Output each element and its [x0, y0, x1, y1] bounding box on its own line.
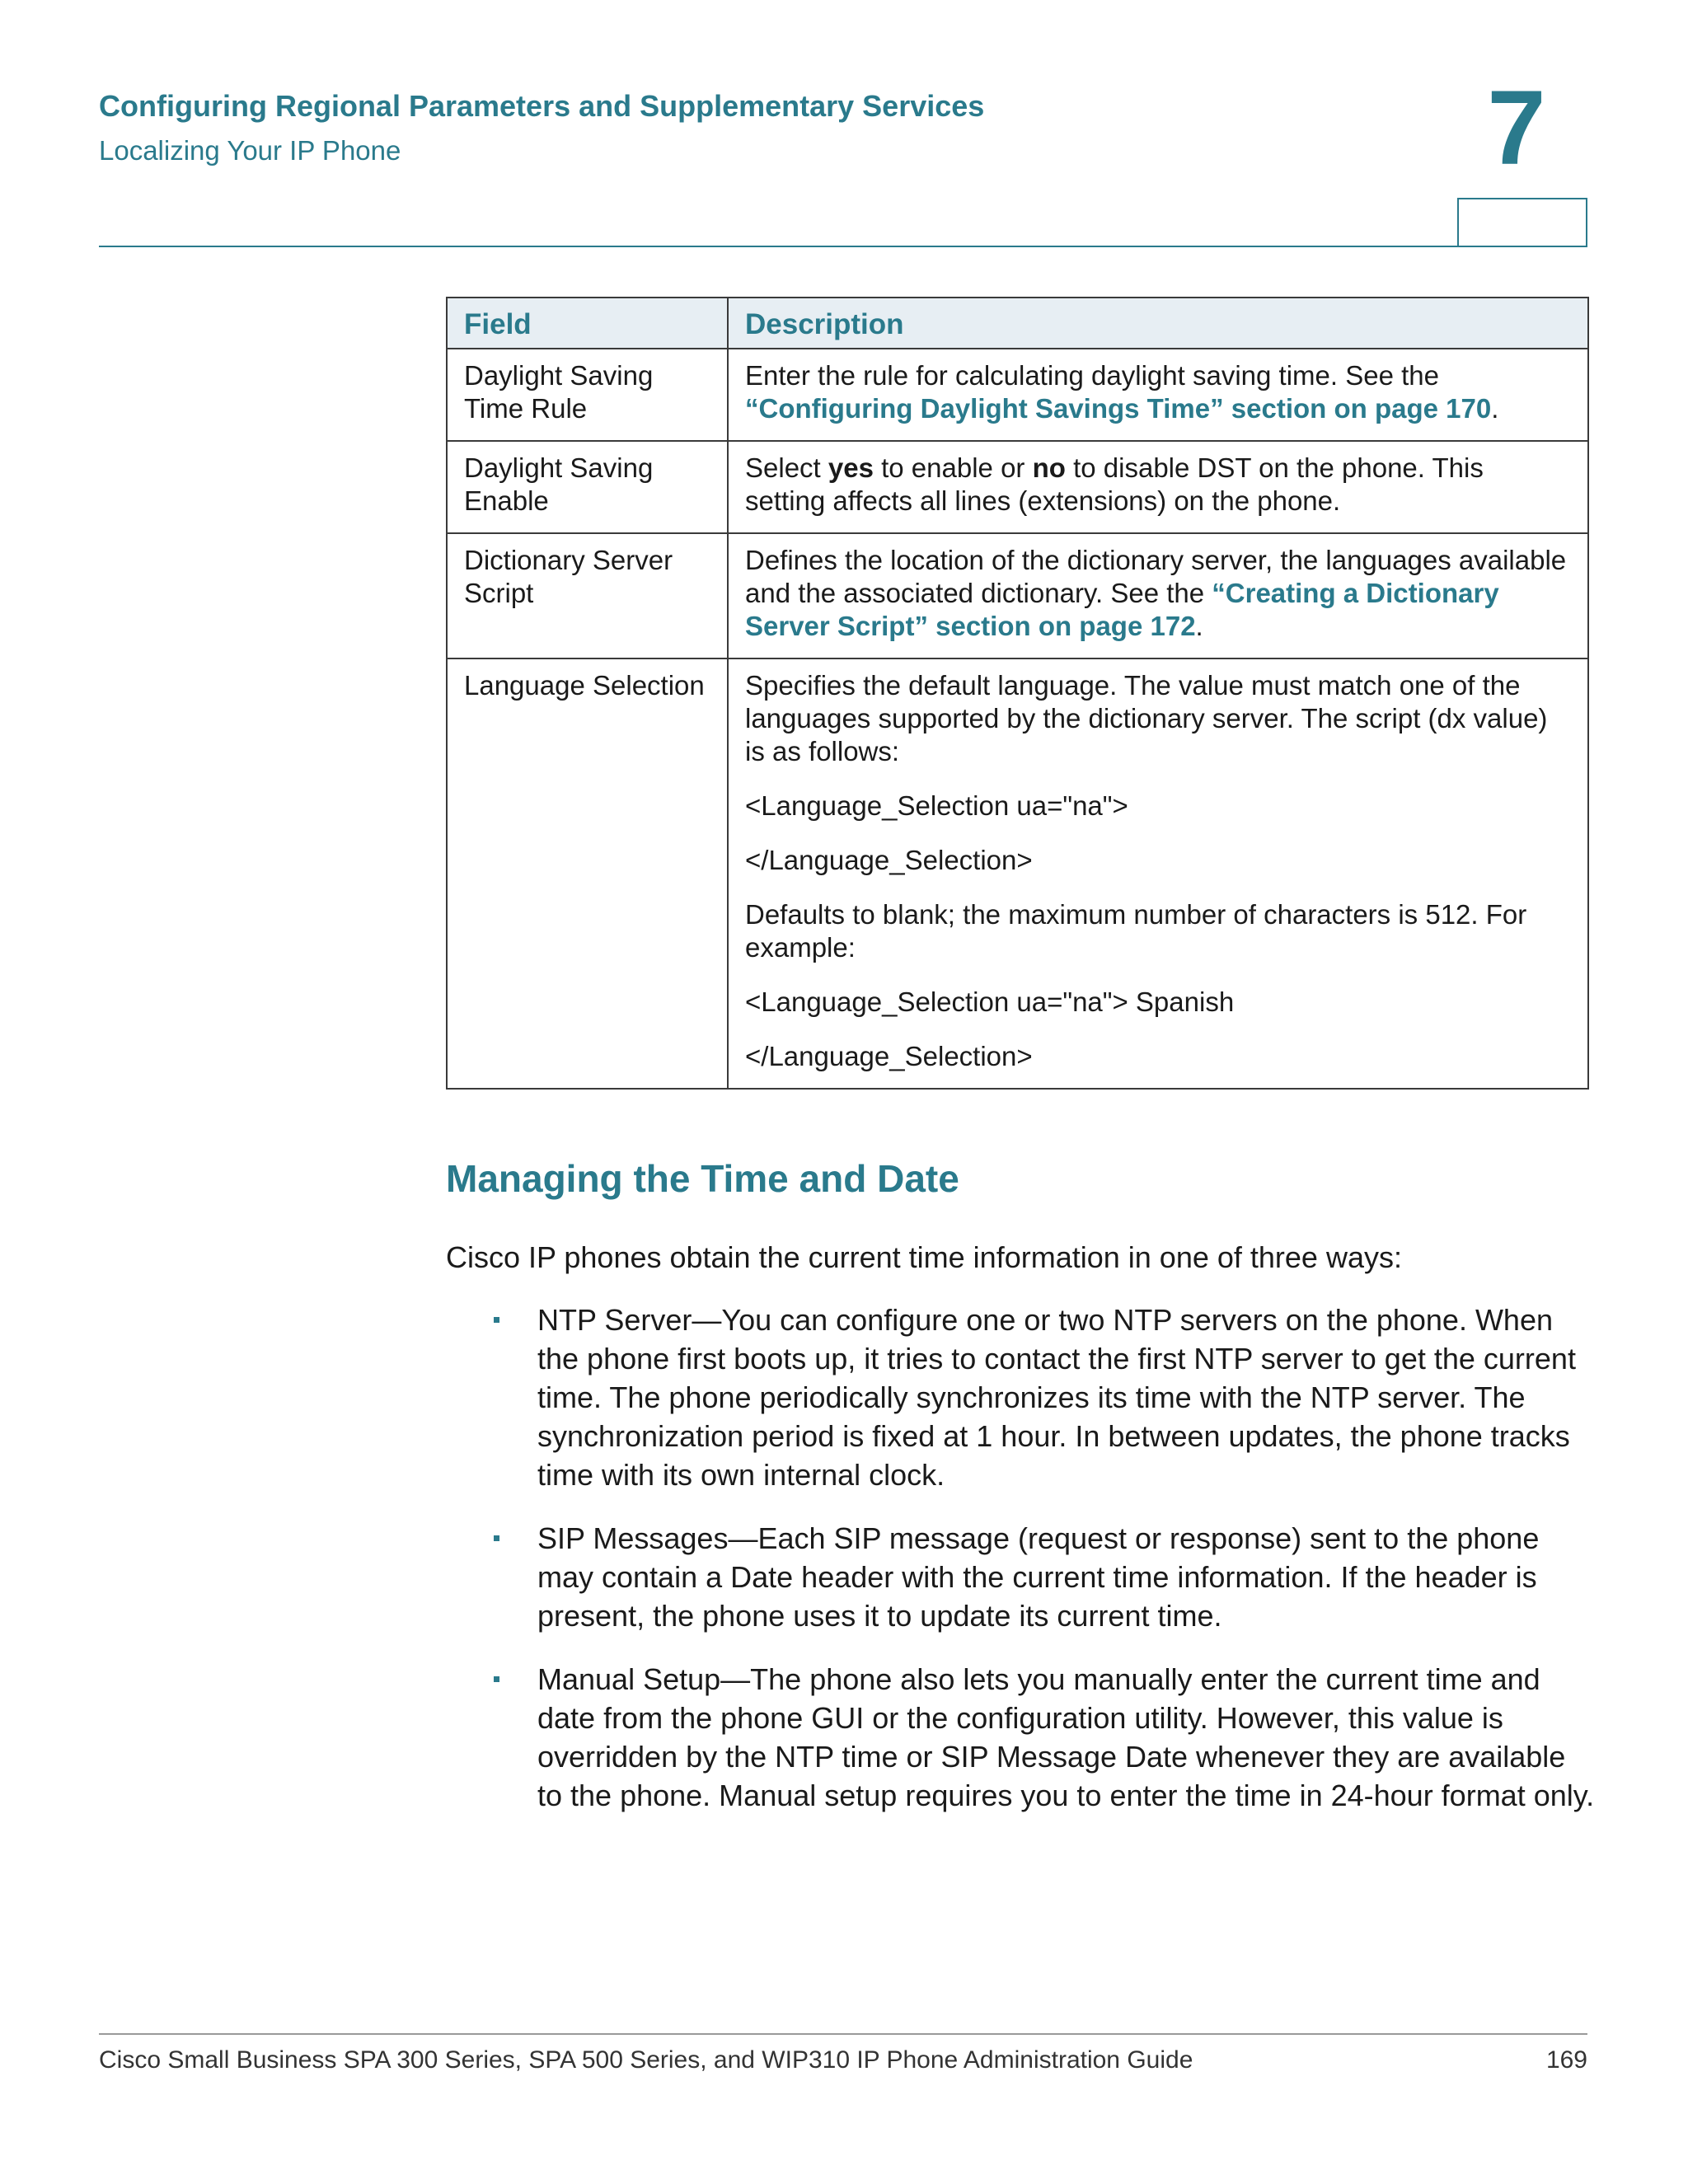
keyword-no: no — [1032, 452, 1066, 483]
list-item-text: Manual Setup—The phone also lets you manually enter the current time and date from the phone GUI or the configuration utility. However, this value is overridden by the NTP time or SIP Message Date whenever they are available to the phone. Manual setup requires you to enter the time in 24-hour format only. — [537, 1662, 1595, 1812]
bullet-icon — [494, 1535, 499, 1541]
page-number: 169 — [1545, 2046, 1587, 2074]
table-row — [447, 533, 1588, 658]
intro-paragraph: Cisco IP phones obtain the current time information in one of three ways: — [446, 1240, 1402, 1274]
column-header-field: Field — [447, 298, 728, 349]
field-name: Daylight Saving Time Rule — [447, 349, 728, 441]
description-text: Defines the location of the dictionary server, the languages available and the associated dictionary. See the — [745, 545, 1567, 608]
header-divider — [99, 246, 1587, 247]
description-text: Select — [745, 452, 828, 483]
parameters-table — [446, 297, 1589, 1090]
description-text: to disable DST on the phone. This setting affects all lines (extensions) on the phone. — [745, 452, 1484, 516]
field-description — [728, 533, 1588, 658]
code-line: <Language_Selection ua="na"> Spanish — [745, 987, 1235, 1017]
code-line: </Language_Selection> — [745, 1041, 1033, 1071]
chapter-title: Configuring Regional Parameters and Supplementary Services — [99, 89, 985, 123]
code-line: <Language_Selection ua="na"> — [745, 790, 1128, 821]
section-heading: Managing the Time and Date — [446, 1157, 959, 1200]
column-header-description: Description — [728, 298, 1588, 349]
field-description — [728, 349, 1588, 441]
cross-reference-link[interactable]: “Configuring Daylight Savings Time” section on page 170 — [745, 393, 1492, 424]
footer-divider — [99, 2033, 1587, 2035]
field-name: Language Selection — [447, 658, 728, 1089]
list-item-text: NTP Server—You can configure one or two NTP servers on the phone. When the phone first boots up, it tries to contact the first NTP server to get the current time. The phone periodically synchronizes its time with the NTP server. The synchronization period is fixed at 1 hour. In between updates, the phone tracks time with its own internal clock. — [537, 1303, 1576, 1492]
chapter-tab-box — [1457, 198, 1587, 246]
list-item-text: SIP Messages—Each SIP message (request or response) sent to the phone may contain a Date header with the current time information. If the header is present, the phone uses it to update its current time. — [537, 1521, 1540, 1633]
description-paragraph: Specifies the default language. The value must match one of the languages supported by the dictionary server. The script (dx value) is as follows: — [745, 670, 1548, 766]
code-line: </Language_Selection> — [745, 845, 1033, 875]
description-text: . — [1195, 611, 1203, 641]
table-row — [447, 349, 1588, 441]
field-name: Daylight Saving Enable — [447, 441, 728, 533]
chapter-number: 7 — [1487, 69, 1546, 187]
description-text: to enable or — [873, 452, 1033, 483]
footer-guide-title: Cisco Small Business SPA 300 Series, SPA 500 Series, and WIP310 IP Phone Administration Guide — [99, 2046, 1193, 2074]
field-description — [728, 441, 1588, 533]
table-header-row — [447, 298, 1588, 349]
table-row — [447, 441, 1588, 533]
table-row — [447, 658, 1588, 1089]
bullet-icon — [494, 1676, 499, 1682]
section-title: Localizing Your IP Phone — [99, 135, 401, 166]
keyword-yes: yes — [828, 452, 874, 483]
list-item — [537, 1519, 1597, 1635]
field-description — [728, 658, 1588, 1089]
list-item — [537, 1660, 1597, 1815]
description-paragraph: Defaults to blank; the maximum number of characters is 512. For example: — [745, 899, 1527, 963]
description-text: . — [1491, 393, 1499, 424]
time-source-list — [537, 1301, 1597, 1840]
description-text: Enter the rule for calculating daylight saving time. See the — [745, 360, 1439, 391]
bullet-icon — [494, 1317, 499, 1323]
field-name: Dictionary Server Script — [447, 533, 728, 658]
list-item — [537, 1301, 1597, 1494]
cross-reference-link[interactable]: “Creating a Dictionary Server Script” section on page 172 — [745, 578, 1499, 641]
